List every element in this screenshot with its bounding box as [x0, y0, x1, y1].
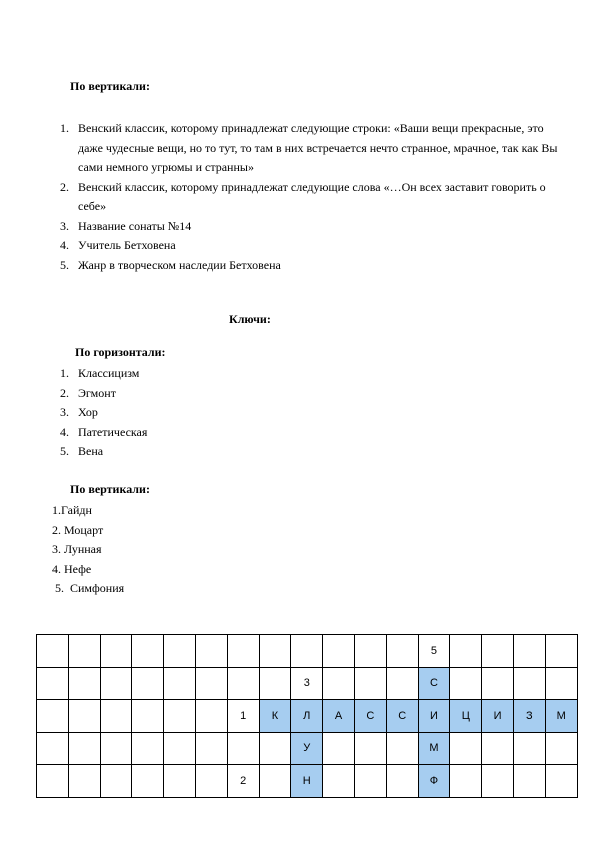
list-item [60, 364, 147, 384]
crossword-cell [259, 667, 291, 700]
crossword-cell [386, 667, 418, 700]
crossword-row [37, 700, 578, 733]
crossword-cell [68, 765, 100, 798]
crossword-row [37, 765, 578, 798]
crossword-cell [195, 667, 227, 700]
crossword-cell: С [418, 667, 450, 700]
crossword-cell: К [259, 700, 291, 733]
crossword-cell: А [323, 700, 355, 733]
horizontal-heading: По горизонтали: [75, 345, 166, 359]
crossword-cell [227, 732, 259, 765]
crossword-cell [132, 700, 164, 733]
item-text: Жанр в творческом наследии Бетховена [78, 257, 281, 272]
crossword-cell [195, 765, 227, 798]
item-text: Хор [78, 405, 98, 419]
crossword-cell [37, 732, 69, 765]
crossword-cell [482, 667, 514, 700]
crossword-cell [450, 667, 482, 700]
crossword-cell [164, 732, 196, 765]
crossword-grid [36, 634, 578, 798]
crossword-cell [323, 732, 355, 765]
answers-vertical-heading: По вертикали: [70, 482, 150, 496]
crossword-cell [354, 667, 386, 700]
crossword-cell [37, 765, 69, 798]
list-item [60, 236, 560, 256]
crossword-cell [195, 635, 227, 668]
crossword-cell [482, 732, 514, 765]
crossword-cell [164, 667, 196, 700]
item-number: 1. [60, 366, 69, 380]
crossword-cell [68, 732, 100, 765]
crossword-cell: У [291, 732, 323, 765]
item-number: 2. [60, 179, 69, 194]
item-text: Венский классик, которому принадлежат следующие слова «…Он всех заставит говорить о себе» [78, 179, 546, 213]
crossword-cell [100, 765, 132, 798]
crossword-cell [450, 732, 482, 765]
list-item [60, 217, 560, 237]
crossword-cell [323, 635, 355, 668]
crossword-cell [513, 765, 545, 798]
crossword-cell [259, 635, 291, 668]
item-text: Классицизм [78, 366, 140, 380]
crossword-cell [545, 635, 577, 668]
item-text: Патетическая [78, 424, 148, 439]
crossword-cell [100, 700, 132, 733]
crossword-cell [323, 667, 355, 700]
crossword-cell [37, 667, 69, 700]
crossword-cell [354, 635, 386, 668]
item-text: Название сонаты №14 [78, 218, 192, 233]
item-number: 5. [60, 257, 69, 272]
crossword-cell [291, 635, 323, 668]
list-item: 5. Симфония [52, 581, 125, 595]
list-item: 2. Моцарт [52, 522, 104, 537]
list-item [60, 256, 560, 276]
list-item [60, 403, 147, 423]
crossword-cell [195, 732, 227, 765]
crossword-row [37, 732, 578, 765]
crossword-cell [545, 732, 577, 765]
item-text: Эгмонт [78, 385, 116, 400]
crossword-row [37, 667, 578, 700]
item-text: Учитель Бетховена [78, 238, 176, 252]
list-item [60, 119, 560, 178]
crossword-cell [100, 635, 132, 668]
crossword-cell [450, 765, 482, 798]
crossword-cell: З [513, 700, 545, 733]
item-text: Вена [78, 444, 104, 458]
crossword-cell [354, 765, 386, 798]
crossword-cell [68, 635, 100, 668]
crossword-cell: 2 [227, 765, 259, 798]
crossword-cell: 3 [291, 667, 323, 700]
crossword-cell [513, 635, 545, 668]
crossword-cell [37, 635, 69, 668]
item-number: 1. [60, 121, 69, 135]
answers-vertical-list [52, 501, 124, 599]
crossword-cell [545, 765, 577, 798]
item-number: 4. [60, 238, 69, 252]
crossword-cell [132, 732, 164, 765]
answers-horizontal-list [60, 364, 147, 462]
crossword-cell [386, 765, 418, 798]
crossword-cell [164, 700, 196, 733]
crossword-cell: С [386, 700, 418, 733]
crossword-cell [513, 732, 545, 765]
crossword-cell: 1 [227, 700, 259, 733]
crossword-cell [386, 732, 418, 765]
crossword-cell [37, 700, 69, 733]
list-item [60, 442, 147, 462]
list-item [60, 423, 147, 443]
question-list [60, 119, 560, 275]
crossword-cell: И [482, 700, 514, 733]
item-text: Венский классик, которому принадлежат следующие строки: «Ваши вещи прекрасные, это даже чудесные вещи, но то тут, то там в них встречается нечто странное, мрачное, так как Вы сами немного угрюмы и странны» [78, 121, 558, 174]
crossword-cell: Н [291, 765, 323, 798]
item-number: 4. [60, 424, 69, 439]
list-item: 4. Нефе [52, 561, 92, 576]
crossword-cell [227, 667, 259, 700]
list-item [60, 178, 560, 217]
crossword-cell: Ф [418, 765, 450, 798]
crossword-cell: С [354, 700, 386, 733]
item-number: 2. [60, 385, 69, 400]
crossword-cell: Ц [450, 700, 482, 733]
crossword-cell [545, 667, 577, 700]
crossword-row [37, 635, 578, 668]
crossword-cell [68, 667, 100, 700]
list-item [60, 384, 147, 404]
crossword-cell [259, 732, 291, 765]
crossword-cell [482, 635, 514, 668]
crossword-cell [227, 635, 259, 668]
crossword-cell [68, 700, 100, 733]
crossword-cell [386, 635, 418, 668]
crossword-cell [450, 635, 482, 668]
crossword-cell [195, 700, 227, 733]
item-number: 3. [60, 405, 69, 419]
item-number: 3. [60, 218, 69, 233]
crossword-cell: Л [291, 700, 323, 733]
keys-heading: Ключи: [229, 312, 271, 326]
crossword-cell [132, 765, 164, 798]
crossword-cell [513, 667, 545, 700]
vertical-heading: По вертикали: [70, 79, 150, 93]
crossword-cell [354, 732, 386, 765]
crossword-cell: М [545, 700, 577, 733]
crossword-cell [100, 667, 132, 700]
crossword-cell [164, 765, 196, 798]
crossword-cell: И [418, 700, 450, 733]
crossword-cell [259, 765, 291, 798]
crossword-cell [100, 732, 132, 765]
crossword-cell [132, 667, 164, 700]
crossword-cell: 5 [418, 635, 450, 668]
list-item: 1.Гайдн [52, 503, 92, 517]
crossword-cell [482, 765, 514, 798]
crossword-cell: М [418, 732, 450, 765]
crossword-cell [132, 635, 164, 668]
crossword-cell [323, 765, 355, 798]
item-number: 5. [60, 444, 69, 458]
crossword-cell [164, 635, 196, 668]
list-item: 3. Лунная [52, 542, 102, 556]
